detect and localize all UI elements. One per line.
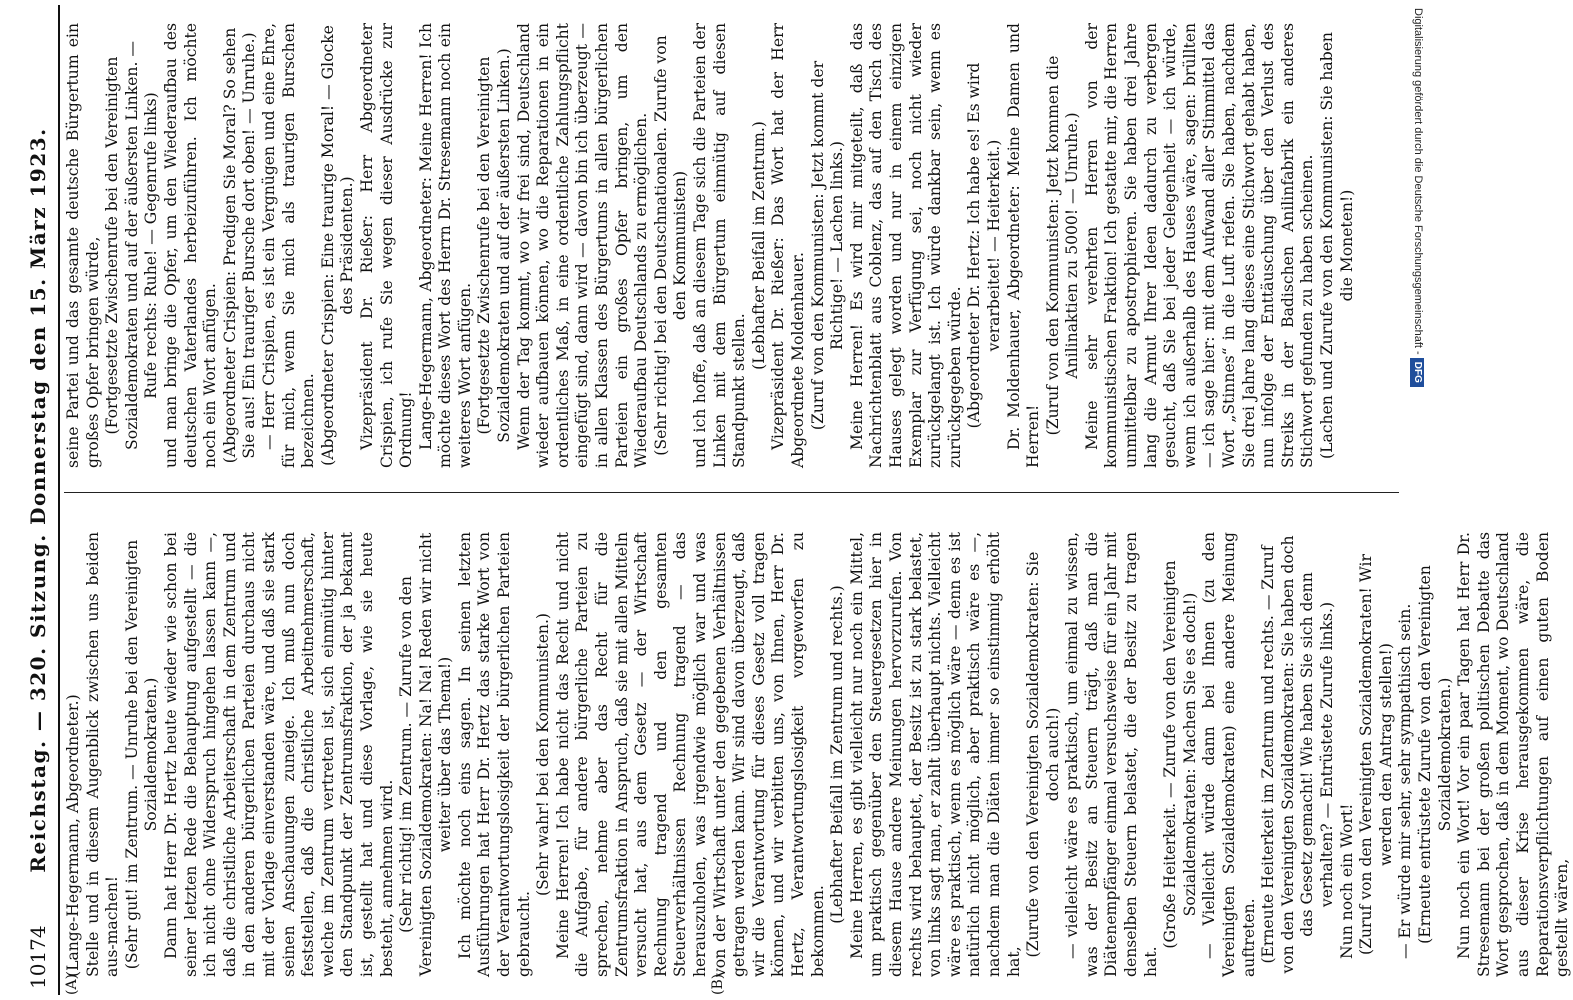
paragraph: Meine sehr verehrten Herren von der kommunistischen Fraktion! Ich gestatte mir, die Herren unmittelbar zu apostrophieren. Sie haben drei Jahre lang die Armut Ihrer Ideen dadurch zu verbergen gesucht, daß Sie bei jeder Gelegenheit — ich würde, wenn ich außerhalb des Hauses wäre, sagen: brüllten — ich sage hier: mit dem Aufwand aller Stimmittel das Wort „Stinnes“ in die Luft riefen. Sie haben, nachdem Sie drei Jahre lang dieses eine Stichwort gehabt haben, nun infolge der Enttäuschung über den Verlust des Streiks in der Badischen Anilinfabrik ein anderes Stichwort gefunden zu haben scheinen.	[1082, 23, 1317, 468]
paragraph: und man bringe die Opfer, um den Wiederaufbau des deutschen Vaterlandes herbeizuführen. Ich möchte noch ein Wort anfügen.	[161, 23, 220, 468]
interjection: (Sehr wahr! bei den Kommunisten.)	[534, 612, 553, 897]
paragraph: — Vielleicht würde dann bei Ihnen (zu den Vereinigten Sozialdemokraten) eine andere Meinung auftreten.	[1200, 532, 1258, 977]
interjection: (Zuruf von den Vereinigten Sozialdemokraten! Wir werden den Antrag stellen!)	[1357, 554, 1395, 955]
right-column	[64, 23, 1399, 468]
interjection: (Fortgesetzte Zwischenrufe bei den Vereinigten Sozialdemokraten und auf der äußersten Linken.)	[475, 48, 514, 443]
interjection: (Große Heiterkeit. — Zurufe von den Vereinigten Sozialdemokraten: Machen Sie es doch!)	[1161, 560, 1199, 949]
paragraph: Meine Herren, es gibt vielleicht nur noch ein Mittel, um praktisch gegenüber den Steuergesetzen hier in diesem Hause andere Meinungen hervorzurufen. Von rechts wird behauptet, der Besitz ist zu stark belastet, von links sagt man, er zahlt überhaupt nichts. Vielleicht wäre es praktisch, wenn es möglich wäre — denn es ist natürlich nicht möglich, aber praktisch wäre es —, nachdem man die Diäten immer so einstimmig erhöht hat,	[847, 532, 1023, 977]
paragraph: Ich möchte noch eins sagen. In seinen letzten Ausführungen hat Herr Dr. Hertz das starke Wort von der Verantwortungslosigkeit der bürgerlichen Parteien gebraucht.	[455, 532, 533, 977]
paragraph: seine Partei und das gesamte deutsche Bürgertum ein großes Opfer bringen würde,	[64, 23, 102, 468]
interjection: (Abgeordneter Dr. Hertz: Ich habe es! Es wird verarbeitet! — Heiterkeit.)	[965, 62, 1003, 429]
interjection: (Zuruf von den Kommunisten: Jetzt kommen die Anilinaktien zu 5000! — Unruhe.)	[1043, 55, 1082, 436]
paragraph: und ich hoffe, daß an diesem Tage sich die Parteien der Linken mit dem Bürgertum einmütig auf diesen Standpunkt stellen.	[691, 23, 749, 468]
paragraph: Dann hat Herr Dr. Hertz heute wieder wie schon bei seiner letzten Rede die Behauptung aufgestellt — die ich nicht ohne Widerspruch hingehen lassen kann —, daß die christliche Arbeiterschaft in dem Zentrum und in den anderen bürgerlichen Parteien durchaus nicht mit der Vorlage einverstanden wäre, und daß sie stark seinen Anschauungen zuneige. Ich muß nun doch feststellen, daß die christliche Arbeitnehmerschaft, welche im Zentrum vertreten ist, sich einmütig hinter den Standpunkt der Zentrumsfraktion, der ja bekannt ist, gestellt hat und diese Vorlage, wie sie heute besteht, annehmen wird.	[161, 532, 396, 977]
interjection: (Erneute entrüstete Zurufe von den Vereinigten Sozialdemokraten.)	[1415, 565, 1454, 944]
speaker-paragraph: Vizepräsident Dr. Rießer: Das Wort hat der Herr Abgeordnete Moldenhauer.	[769, 23, 807, 468]
column-divider	[64, 492, 1399, 493]
digitization-credit	[1408, 8, 1428, 992]
interjection: (Abgeordneter Crispien: Predigen Sie Moral? So sehen Sie aus! Ein trauriger Bursche dort oben! — Unruhe.)	[220, 27, 259, 464]
speaker-paragraph: Vizepräsident Dr. Rießer: Herr Abgeordneter Crispien, ich rufe Sie wegen dieser Ausdrücke zur Ordnung!	[357, 23, 416, 468]
interjection: (Sehr richtig! im Zentrum. — Zurufe von den Vereinigten Sozialdemokraten: Na! Na! Reden wir nicht weiter über das Thema!)	[397, 532, 455, 977]
interjection: (Lebhafter Beifall im Zentrum und rechts.)	[828, 585, 847, 924]
paragraph: — Er würde mir sehr, sehr sympathisch sein.	[1396, 603, 1415, 959]
paragraph: Meine Herren! Es wird mir mitgeteilt, daß das Nachrichtenblatt aus Coblenz, das auf den Tisch des Hauses gelegt worden und nur in einem einzigen Exemplar zur Verfügung sei, noch nicht wieder zurückgelangt ist. Ich würde dankbar sein, wenn es zurückgegeben würde.	[847, 23, 964, 468]
margin-mark-b: (B)	[710, 973, 726, 995]
interjection: (Lebhafter Beifall im Zentrum.)	[749, 121, 768, 370]
paragraph: — vielleicht wäre es praktisch, um einmal zu wissen, was der Besitz an Steuern trägt, daß man die Diätenempfänger einmal versuchsweise für ein Jahr mit denselben Steuern belastet, die der Besitz zu tragen hat.	[1063, 532, 1160, 977]
page-header	[20, 5, 60, 995]
paragraph: Stelle und in diesem Augenblick zwischen uns beiden aus-machen!	[83, 532, 122, 977]
interjection: (Lachen und Zurufe von den Kommunisten: Sie haben die Moneten!)	[1318, 32, 1356, 459]
paragraph: Nun noch ein Wort!	[1337, 803, 1356, 959]
interjection: (Zuruf von den Kommunisten: Jetzt kommt der Richtige! — Lachen links.)	[808, 60, 847, 431]
speaker-paragraph: Dr. Moldenhauer, Abgeordneter: Meine Damen und Herren!	[1004, 23, 1043, 468]
dfg-logo: DFG	[1410, 358, 1424, 387]
margin-mark-a: (A)	[64, 973, 80, 995]
page-number: 10174	[26, 925, 50, 989]
left-column	[64, 532, 1572, 977]
interjection: (Zurufe von den Vereinigten Sozialdemokraten: Sie doch auch!)	[1024, 551, 1062, 958]
paragraph: Nun noch ein Wort! Vor ein paar Tagen hat Herr Dr. Stresemann bei der großen politischen Debatte das Wort gesprochen, daß in dem Moment, wo Deutschland aus dieser Krise herausgekommen wäre, die Reparationsverpflichtungen auf einen guten Boden gestellt wären,	[1455, 532, 1572, 977]
interjection: (Fortgesetzte Zwischenrufe bei den Vereinigten Sozialdemokraten und auf der äußersten Linken. — Rufe rechts: Ruhe! — Gegenrufe links)	[103, 41, 161, 450]
interjection: (Erneute Heiterkeit im Zentrum und rechts. — Zuruf von den Vereinigten Sozialdemokraten: Sie haben doch das Gesetz gemacht! Wie haben Sie sich denn verhalten? — Entrüstete Zurufe links.)	[1259, 535, 1336, 974]
interjection: (Abgeordneter Crispien: Eine traurige Moral! — Glocke des Präsidenten.)	[318, 25, 357, 466]
digitization-note: Digitalisierung gefördert durch die Deutsche Forschungsgemeinschaft -	[1412, 8, 1424, 355]
margin-mark-d	[710, 0, 726, 1]
margin-mark-c	[60, 0, 76, 1]
paragraph: — Herr Crispien, es ist ein Vergnügen und eine Ehre, für mich, wenn Sie mich als traurigen Burschen bezeichnen.	[259, 23, 318, 468]
paragraph: Meine Herren! Ich habe nicht das Recht und nicht die Aufgabe, für andere bürgerliche Parteien zu sprechen, nehme aber das Recht für die Zentrumsfraktion in Anspruch, daß sie mit allen Mitteln versucht hat, aus dem Gesetz — der Wirtschaft Rechnung tragend und den gesamten Steuerverhältnissen Rechnung tragend — das herauszuholen, was irgendwie möglich war und was von der Wirtschaft unter den gegebenen Verhältnissen getragen werden kann. Wir sind davon überzeugt, daß wir die Verantwortung für dieses Gesetz voll tragen können, und wir verbitten uns, von Ihnen, Herr Dr. Hertz, Verantwortungslosigkeit vorgeworfen zu bekommen.	[553, 532, 827, 977]
speaker-paragraph: Lange-Hegermann, Abgeordneter: Meine Herren! Ich möchte dieses Wort des Herrn Dr. Stresemann noch ein weiteres Wort anfügen.	[416, 23, 474, 468]
interjection: (Sehr gut! im Zentrum. — Unruhe bei den Vereinigten Sozialdemokraten.)	[122, 539, 161, 970]
speaker-line: (Lange-Hegermann, Abgeordneter.)	[64, 694, 82, 977]
running-title: Reichstag. — 320. Sitzung. Donnerstag den 15. März 1923.	[26, 127, 50, 873]
interjection: (Sehr richtig! bei den Deutschnationalen. Zurufe von den Kommunisten)	[651, 35, 690, 456]
paragraph: Wenn der Tag kommt, wo wir frei sind, Deutschland wieder aufbauen können, wo die Reparationen in ein ordentliches Maß, in eine ordentliche Zahlungspflicht eingefügt sind, dann wird — davon bin ich überzeugt — in allen Klassen des Bürgertums in allen bürgerlichen Parteien ein großes Opfer bringen, um den Wiederaufbau Deutschlands zu ermöglichen.	[514, 23, 651, 468]
